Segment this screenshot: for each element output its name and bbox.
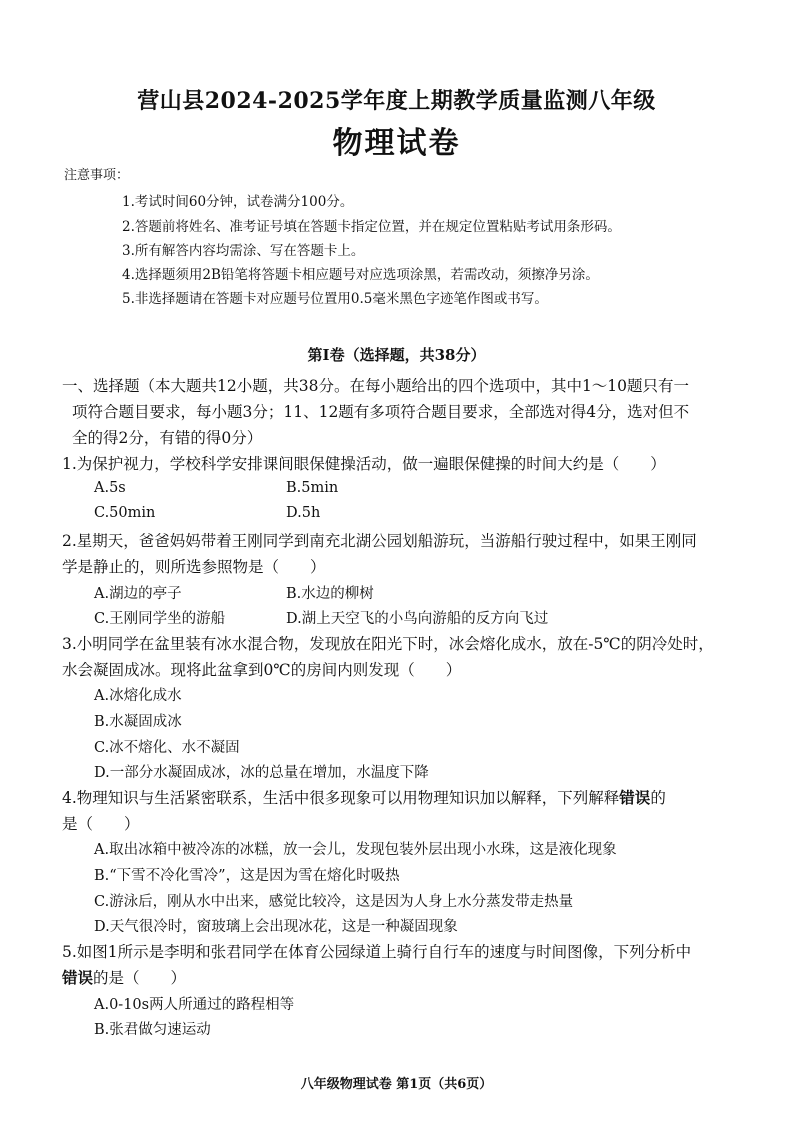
- notes-heading: 注意事项：: [64, 168, 130, 183]
- question-5-stem: [62, 966, 186, 988]
- note-item: 3.所有解答内容均需涂、写在答题卡上。: [122, 243, 365, 259]
- question-4-option-b: B.“下雪不冷化雪冷”，这是因为雪在熔化时吸热: [94, 868, 400, 884]
- question-1-stem: 1.为保护视力，学校科学安排课间眼保健操活动，做一遍眼保健操的时间大约是（ ）: [62, 455, 666, 473]
- question-4-emphasis: 错误: [619, 788, 651, 807]
- exam-title-line1: 营山县2024-2025学年度上期教学质量监测八年级: [137, 88, 656, 114]
- section-intro-line: 项符合题目要求，每小题3分；11、12题有多项符合题目要求，全部选对得4分，选对但不: [72, 403, 690, 421]
- question-3-option-c: C.冰不熔化、水不凝固: [94, 740, 240, 756]
- question-1-option-b: B.5min: [286, 480, 339, 496]
- section-intro-line: 全的得2分，有错的得0分）: [72, 429, 263, 447]
- question-5-option-a: A.0-10s两人所通过的路程相等: [94, 997, 295, 1013]
- question-3-option-b: B.水凝固成冰: [94, 714, 182, 730]
- question-2-option-c: C.王刚同学坐的游船: [94, 611, 226, 627]
- note-item: 4.选择题须用2B铅笔将答题卡相应题号对应选项涂黑，若需改动，须擦净另涂。: [122, 267, 599, 283]
- question-2-stem: 学是静止的，则所选参照物是（ ）: [62, 558, 326, 576]
- note-item: 2.答题前将姓名、准考证号填在答题卡指定位置，并在规定位置粘贴考试用条形码。: [122, 219, 621, 235]
- question-3-option-d: D.一部分水凝固成冰，冰的总量在增加，水温度下降: [94, 765, 429, 781]
- question-4-option-d: D.天气很冷时，窗玻璃上会出现冰花，这是一种凝固现象: [94, 919, 458, 935]
- question-2-stem: 2.星期天，爸爸妈妈带着王刚同学到南充北湖公园划船游玩，当游船行驶过程中，如果王刚同: [62, 532, 697, 550]
- note-item: 5.非选择题请在答题卡对应题号位置用0.5毫米黑色字迹笔作图或书写。: [122, 291, 548, 307]
- question-1-option-c: C.50min: [94, 505, 156, 521]
- page-footer: 八年级物理试卷 第1页（共6页）: [300, 1077, 493, 1092]
- exam-title-subject: 物理试卷: [332, 126, 461, 161]
- question-4-stem: 是（ ）: [62, 815, 140, 833]
- question-2-option-b: B.水边的柳树: [286, 586, 374, 602]
- question-5-stem: 5.如图1所示是李明和张君同学在体育公园绿道上骑行自行车的速度与时间图像，下列分析中: [62, 943, 692, 961]
- section-title: 第Ⅰ卷（选择题，共38分）: [307, 346, 486, 364]
- question-4-option-c: C.游泳后，刚从水中出来，感觉比较冷，这是因为人身上水分蒸发带走热量: [94, 894, 574, 910]
- question-1-option-a: A.5s: [94, 480, 126, 496]
- question-4-stem-text: 的: [650, 789, 666, 807]
- question-5-emphasis: 错误: [62, 968, 94, 987]
- question-2-option-d: D.湖上天空飞的小鸟向游船的反方向飞过: [286, 611, 549, 627]
- question-3-stem: 水会凝固成冰。现将此盆拿到0℃的房间内则发现（ ）: [62, 661, 462, 679]
- question-2-option-a: A.湖边的亭子: [94, 586, 182, 602]
- question-4-stem-text: 4.物理知识与生活紧密联系，生活中很多现象可以用物理知识加以解释，下列解释: [62, 789, 620, 807]
- question-5-stem-text: 的是（ ）: [93, 969, 187, 987]
- note-item: 1.考试时间60分钟，试卷满分100分。: [122, 194, 354, 210]
- section-intro-line: 一、选择题（本大题共12小题，共38分。在每小题给出的四个选项中，其中1～10题只有一: [62, 377, 690, 395]
- question-5-option-b: B.张君做匀速运动: [94, 1022, 211, 1038]
- question-1-option-d: D.5h: [286, 505, 321, 521]
- question-3-option-a: A.冰熔化成水: [94, 688, 182, 704]
- question-4-stem: [62, 786, 666, 808]
- question-4-option-a: A.取出冰箱中被冷冻的冰糕，放一会儿，发现包装外层出现小水珠，这是液化现象: [94, 842, 617, 858]
- question-3-stem: 3.小明同学在盆里装有冰水混合物，发现放在阳光下时，冰会熔化成水，放在-5℃的阴冷处时，: [62, 635, 714, 653]
